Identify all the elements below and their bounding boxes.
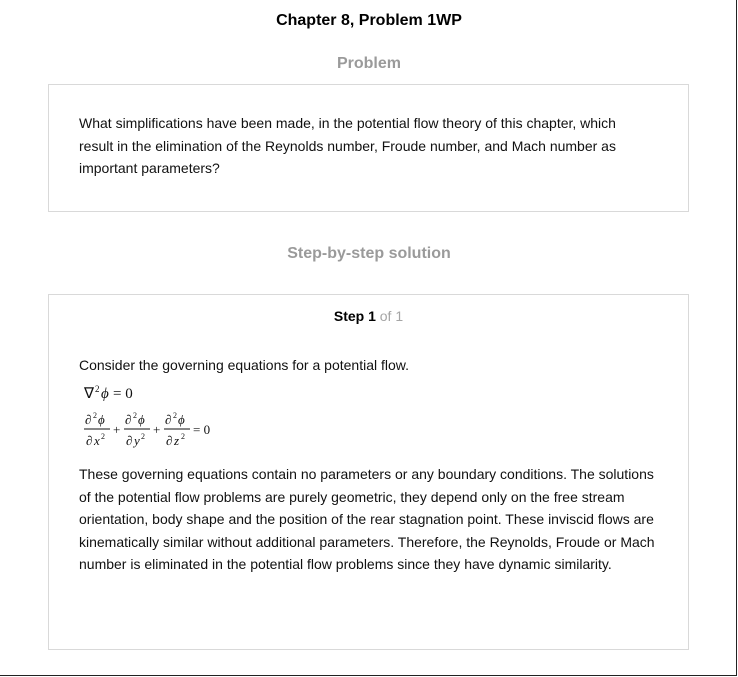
svg-text:y: y xyxy=(134,433,140,448)
expanded-laplace-equation xyxy=(83,408,223,454)
svg-text:= 0: = 0 xyxy=(193,422,211,437)
page-title: Chapter 8, Problem 1WP xyxy=(276,12,462,29)
solution-heading: Step-by-step solution xyxy=(287,245,451,262)
problem-text: What simplifications have been made, in the potential flow theory of this chapter, which result in the elimination of the Reynolds number, Froude number, and Mach number as important parameters? xyxy=(79,115,616,176)
svg-text:∂: ∂ xyxy=(126,433,133,448)
svg-text:2: 2 xyxy=(101,432,105,441)
svg-text:ϕ: ϕ xyxy=(98,412,105,427)
svg-text:∂: ∂ xyxy=(166,433,173,448)
problem-heading: Problem xyxy=(336,55,401,72)
svg-text:+: + xyxy=(153,422,161,437)
svg-text:= 0: = 0 xyxy=(113,386,133,402)
svg-text:∂: ∂ xyxy=(165,412,172,427)
svg-text:x: x xyxy=(94,433,100,448)
svg-text:2: 2 xyxy=(181,432,185,441)
expanded-laplace-equation-svg xyxy=(83,408,223,454)
svg-text:2: 2 xyxy=(95,384,100,394)
svg-text:∂: ∂ xyxy=(125,412,132,427)
step-header xyxy=(49,308,688,324)
step-of: of 1 xyxy=(379,308,404,324)
svg-text:+: + xyxy=(113,422,121,437)
step-intro: Consider the governing equations for a potential flow. xyxy=(79,357,409,373)
svg-text:∂: ∂ xyxy=(86,433,93,448)
step-card xyxy=(48,294,689,650)
svg-text:ϕ: ϕ xyxy=(101,386,109,402)
svg-text:∇: ∇ xyxy=(84,386,95,402)
step-label: Step 1 xyxy=(333,308,376,324)
svg-text:2: 2 xyxy=(141,432,145,441)
svg-text:2: 2 xyxy=(133,411,137,420)
laplace-equation xyxy=(83,383,153,403)
svg-text:2: 2 xyxy=(173,411,177,420)
problem-card xyxy=(48,84,689,212)
svg-text:2: 2 xyxy=(93,411,97,420)
svg-text:z: z xyxy=(174,433,180,448)
laplace-equation-svg xyxy=(83,383,153,403)
svg-text:ϕ: ϕ xyxy=(138,412,145,427)
svg-text:∂: ∂ xyxy=(85,412,92,427)
step-explanation: These governing equations contain no parameters or any boundary conditions. The solutions of the potential flow problems are purely geometric, they depend only on the free stream orientation, body shape and the position of the rear stagnation point. These inviscid flows are kinematically similar without additional parameters. Therefore, the Reynolds, Froude or Mach number is eliminated in the potential flow problems since they have dynamic similarity. xyxy=(79,466,655,572)
svg-text:ϕ: ϕ xyxy=(178,412,185,427)
